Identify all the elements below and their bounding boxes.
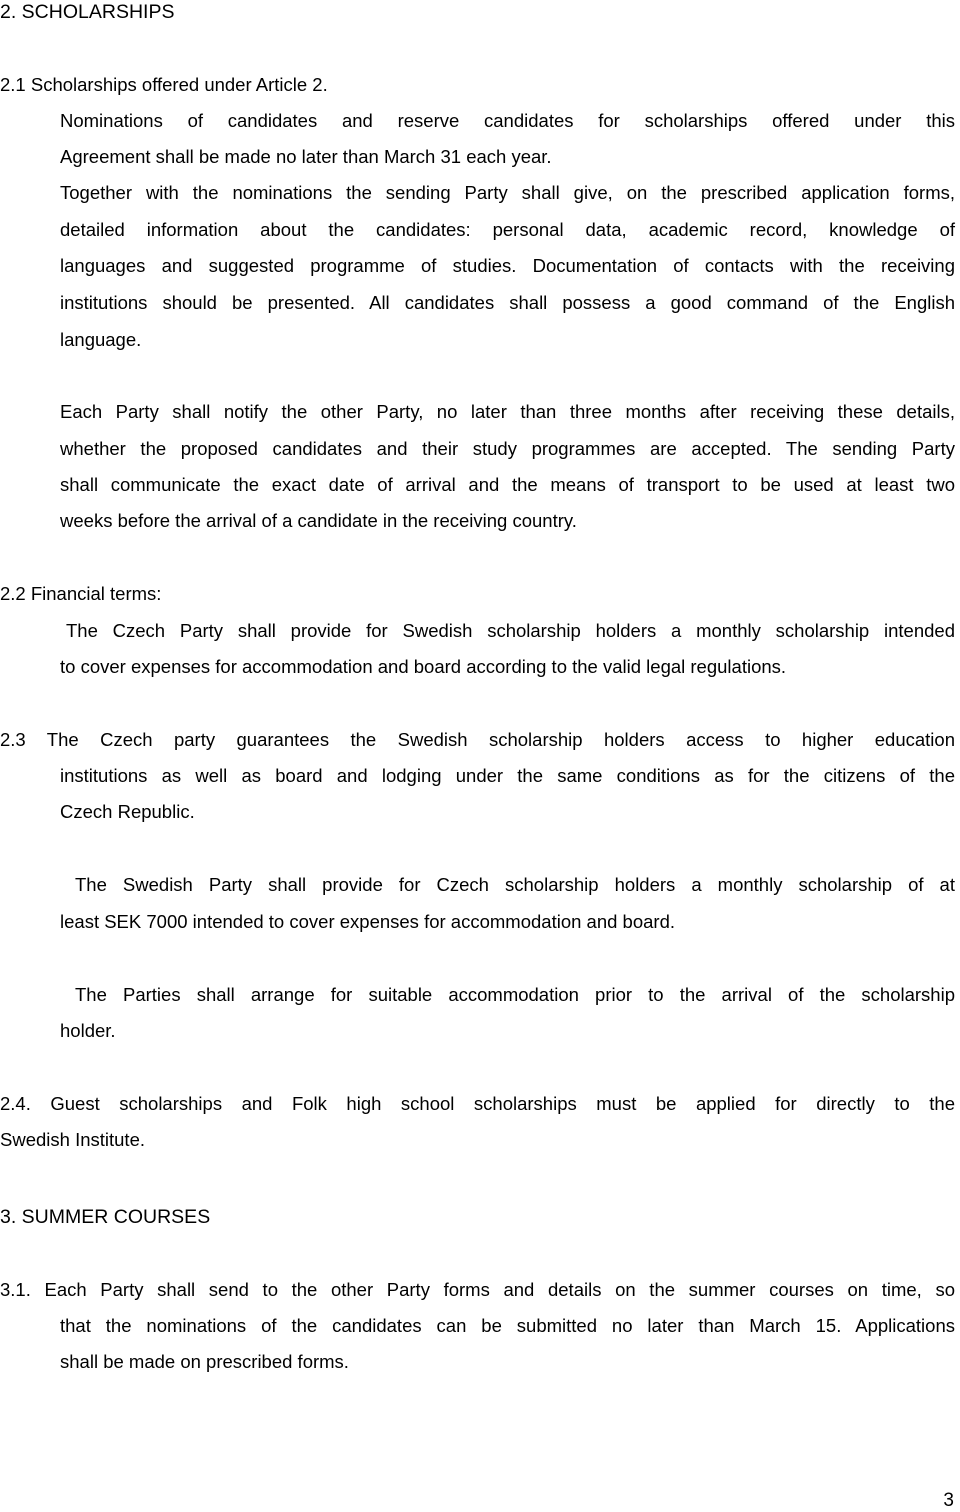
paragraph-together-line-3: languages and suggested programme of studies. Documentation of contacts with the receiving [60, 255, 955, 276]
paragraph-together-line-2: detailed information about the candidates: personal data, academic record, knowledge of [60, 219, 955, 240]
paragraph-accommodation-line-2: holder. [60, 1020, 116, 1041]
subsection-3-1-line-3: shall be made on prescribed forms. [60, 1351, 349, 1372]
subsection-title-2-2: 2.2 Financial terms: [0, 583, 162, 604]
section-heading-scholarships: 2. SCHOLARSHIPS [0, 1, 175, 23]
subsection-2-3-line-2: institutions as well as board and lodging under the same conditions as for the citizens of the [60, 765, 955, 786]
subsection-3-1-line-1: 3.1. Each Party shall send to the other Party forms and details on the summer courses on time, so [0, 1279, 955, 1300]
paragraph-czech-provide-line-2: to cover expenses for accommodation and board according to the valid legal regulations. [60, 656, 787, 677]
subsection-2-4-line-1: 2.4. Guest scholarships and Folk high school scholarships must be applied for directly to the [0, 1093, 955, 1114]
paragraph-notify-line-4: weeks before the arrival of a candidate in the receiving country. [60, 510, 577, 531]
paragraph-accommodation-line-1: The Parties shall arrange for suitable accommodation prior to the arrival of the scholarship [75, 984, 955, 1005]
paragraph-nominations-line-1: Nominations of candidates and reserve candidates for scholarships offered under this [60, 110, 955, 131]
subsection-2-3-line-1: 2.3 The Czech party guarantees the Swedish scholarship holders access to higher education [0, 729, 955, 750]
page-number: 3 [943, 1490, 954, 1511]
paragraph-czech-provide-line-1: The Czech Party shall provide for Swedish scholarship holders a monthly scholarship intended [66, 620, 955, 641]
paragraph-swedish-provide-line-1: The Swedish Party shall provide for Czech scholarship holders a monthly scholarship of at [75, 874, 955, 895]
subsection-title-2-1: 2.1 Scholarships offered under Article 2. [0, 74, 328, 95]
paragraph-notify-line-2: whether the proposed candidates and their study programmes are accepted. The sending Party [60, 438, 955, 459]
subsection-2-3-line-3: Czech Republic. [60, 801, 195, 822]
paragraph-nominations-line-2: Agreement shall be made no later than March 31 each year. [60, 146, 552, 167]
subsection-3-1-line-2: that the nominations of the candidates can be submitted no later than March 15. Applications [60, 1315, 955, 1336]
subsection-2-4-line-2: Swedish Institute. [0, 1129, 145, 1150]
section-heading-summer-courses: 3. SUMMER COURSES [0, 1206, 211, 1228]
paragraph-together-line-4: institutions should be presented. All candidates shall possess a good command of the English [60, 292, 955, 313]
paragraph-notify-line-3: shall communicate the exact date of arrival and the means of transport to be used at least two [60, 474, 955, 495]
paragraph-notify-line-1: Each Party shall notify the other Party, no later than three months after receiving these details, [60, 401, 955, 422]
paragraph-together-line-5: language. [60, 329, 142, 350]
paragraph-together-line-1: Together with the nominations the sending Party shall give, on the prescribed application forms, [60, 182, 955, 203]
paragraph-swedish-provide-line-2: least SEK 7000 intended to cover expenses for accommodation and board. [60, 911, 675, 932]
